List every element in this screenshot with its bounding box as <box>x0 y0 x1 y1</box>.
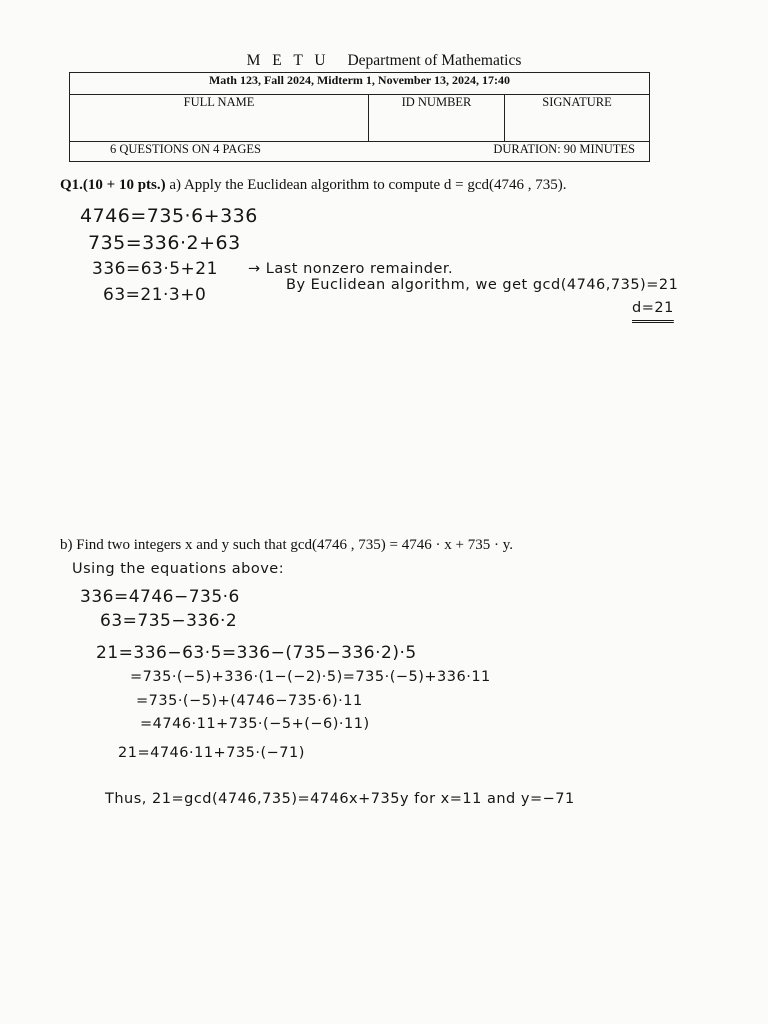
hw-b-eq4: =735·(−5)+336·(1−(−2)·5)=735·(−5)+336·11 <box>130 669 491 685</box>
hw-b-eq1: 336=4746−735·6 <box>80 587 240 607</box>
exam-info-table <box>69 72 650 162</box>
hw-a-line2: 735=336·2+63 <box>88 232 241 254</box>
id-number-label: ID NUMBER <box>401 95 472 109</box>
hw-a-line3: 336=63·5+21 <box>92 259 218 279</box>
questions-pages: 6 QUESTIONS ON 4 PAGES <box>110 142 261 156</box>
question-label: Q1. <box>60 177 83 193</box>
duration: DURATION: 90 MINUTES <box>493 142 635 156</box>
full-name-label: FULL NAME <box>183 95 255 109</box>
hw-a-arrow-note: → Last nonzero remainder. <box>248 261 454 277</box>
exam-info: Math 123, Fall 2024, Midterm 1, November 13, 2024, 17:40 <box>70 73 650 95</box>
hw-b-conclusion: Thus, 21=gcd(4746,735)=4746x+735y for x=11 and y=−71 <box>105 791 575 807</box>
hw-b-eq2: 63=735−336·2 <box>100 611 238 631</box>
hw-b-intro: Using the equations above: <box>72 561 285 577</box>
part-a-prompt: a) Apply the Euclidean algorithm to compute d = gcd(4746 , 735). <box>169 177 567 193</box>
header-title <box>0 52 768 70</box>
signature-field <box>505 95 650 142</box>
hw-a-conclusion: By Euclidean algorithm, we get gcd(4746,735)=21 <box>286 277 679 293</box>
hw-b-eq5: =735·(−5)+(4746−735·6)·11 <box>136 693 363 709</box>
department-name: Department of Mathematics <box>347 52 522 69</box>
part-b-prompt: b) Find two integers x and y such that gcd(4746 , 735) = 4746 · x + 735 · y. <box>60 537 513 553</box>
hw-a-line1: 4746=735·6+336 <box>80 205 258 227</box>
exam-footer-row <box>70 142 650 162</box>
question-1-prompt <box>60 177 567 194</box>
university-name: M E T U <box>246 52 330 69</box>
signature-label: SIGNATURE <box>542 95 612 109</box>
full-name-field <box>70 95 369 142</box>
hw-b-eq3: 21=336−63·5=336−(735−336·2)·5 <box>96 643 417 663</box>
hw-b-eq7: 21=4746·11+735·(−71) <box>118 745 305 761</box>
hw-a-line4: 63=21·3+0 <box>103 285 207 305</box>
question-points: (10 + 10 pts.) <box>82 177 166 193</box>
id-number-field <box>369 95 505 142</box>
hw-a-answer: d=21 <box>632 300 674 316</box>
hw-b-eq6: =4746·11+735·(−5+(−6)·11) <box>140 716 370 732</box>
